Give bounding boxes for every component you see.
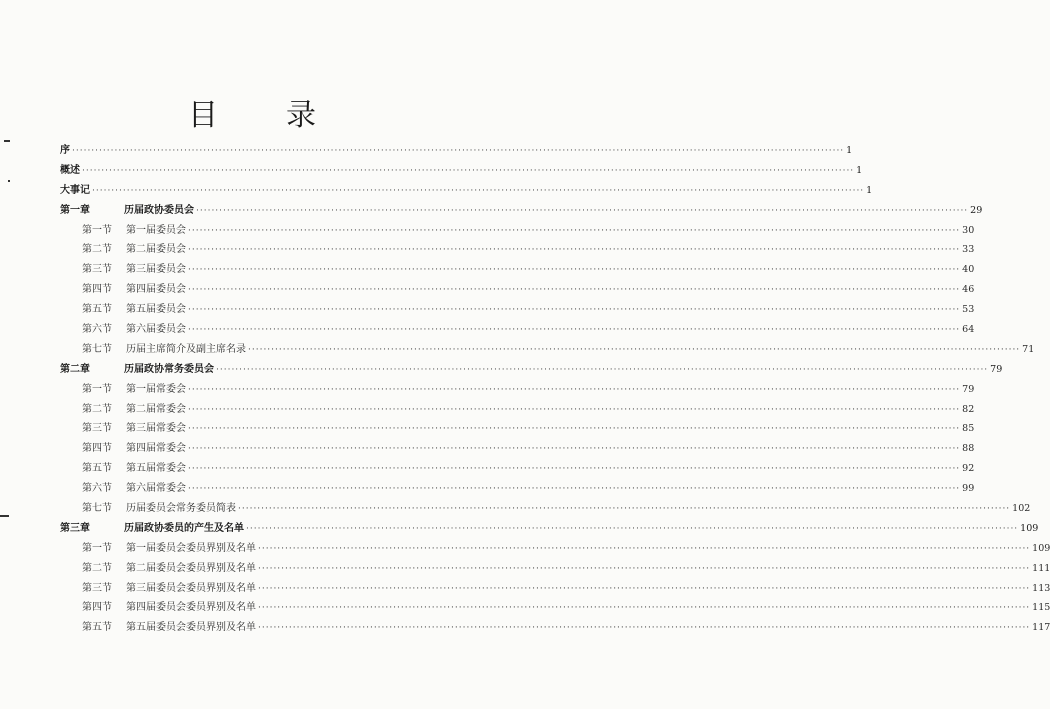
toc-page-number: 85 xyxy=(962,423,975,435)
toc-label: 第一届委员会委员界别及名单 xyxy=(126,542,256,554)
toc-section-row xyxy=(60,439,975,459)
toc-label: 第五届常委会 xyxy=(126,463,186,475)
toc-page-number: 1 xyxy=(866,184,873,196)
toc-leader-dots: ········································································································································································································ xyxy=(258,583,1031,594)
toc-leader-dots: ········································································································································································································ xyxy=(188,384,961,395)
toc-section-row xyxy=(60,618,1050,638)
toc-label: 第六届委员会 xyxy=(126,324,186,336)
title-char-2: 录 xyxy=(286,98,316,133)
toc-leader-dots: ········································································································································································································ xyxy=(248,344,1021,355)
toc-page-number: 111 xyxy=(1032,562,1050,574)
toc-entry-row xyxy=(60,161,863,181)
toc-page-number: 82 xyxy=(962,403,975,415)
toc-section-row xyxy=(60,598,1050,618)
toc-number: 第六节 xyxy=(82,483,112,495)
toc-section-row xyxy=(60,221,975,241)
toc-label: 概述 xyxy=(60,164,80,176)
toc-label: 第四届委员会 xyxy=(126,284,186,296)
toc-leader-dots: ········································································································································································································ xyxy=(246,523,1019,534)
toc-section-row xyxy=(60,280,975,300)
toc-number: 第一节 xyxy=(82,224,112,236)
toc-label: 第五届委员会委员界别及名单 xyxy=(126,622,256,634)
scan-mark xyxy=(0,515,9,517)
toc-number: 第五节 xyxy=(82,304,112,316)
toc-chapter-row xyxy=(60,201,983,221)
toc-number: 第一节 xyxy=(82,542,112,554)
toc-leader-dots: ········································································································································································································ xyxy=(258,543,1031,554)
toc-page-number: 33 xyxy=(962,244,975,256)
toc-section-row xyxy=(60,559,1050,579)
toc-label: 大事记 xyxy=(60,184,90,196)
toc-leader-dots: ········································································································································································································ xyxy=(82,165,855,176)
toc-number: 第七节 xyxy=(82,343,112,355)
toc-section-row xyxy=(60,499,1031,519)
toc-number: 第五节 xyxy=(82,622,112,634)
toc-page-number: 29 xyxy=(970,204,983,216)
toc-page-number: 92 xyxy=(962,463,975,475)
toc-leader-dots: ········································································································································································································ xyxy=(216,364,989,375)
toc-page-number: 115 xyxy=(1032,602,1050,614)
toc-leader-dots: ········································································································································································································ xyxy=(188,325,961,336)
toc-leader-dots: ········································································································································································································ xyxy=(188,424,961,435)
toc-section-row xyxy=(60,240,975,260)
toc-label: 第三届委员会委员界别及名单 xyxy=(126,582,256,594)
toc-page-number: 102 xyxy=(1012,503,1031,515)
toc-label: 第三届常委会 xyxy=(126,423,186,435)
toc-chapter-row xyxy=(60,519,1039,539)
toc-number: 第三章 xyxy=(60,522,90,534)
toc-number: 第二节 xyxy=(82,562,112,574)
toc-label: 第二届委员会 xyxy=(126,244,186,256)
toc-section-row xyxy=(60,400,975,420)
toc-number: 第六节 xyxy=(82,324,112,336)
toc-leader-dots: ········································································································································································································ xyxy=(188,265,961,276)
toc-leader-dots: ········································································································································································································ xyxy=(188,444,961,455)
toc-page-number: 109 xyxy=(1032,542,1050,554)
toc-leader-dots: ········································································································································································································ xyxy=(188,464,961,475)
toc-page-number: 40 xyxy=(962,264,975,276)
toc-number: 第二节 xyxy=(82,244,112,256)
toc-number: 第四节 xyxy=(82,602,112,614)
toc-section-row xyxy=(60,260,975,280)
toc-leader-dots: ········································································································································································································ xyxy=(92,185,865,196)
toc-page-number: 79 xyxy=(990,363,1003,375)
toc-entry-row xyxy=(60,141,853,161)
toc-section-row xyxy=(60,479,975,499)
toc-number: 第三节 xyxy=(82,264,112,276)
toc-page-number: 113 xyxy=(1032,582,1050,594)
toc-leader-dots: ········································································································································································································ xyxy=(258,623,1031,634)
toc-label: 历届政协常务委员会 xyxy=(124,363,214,375)
toc-label: 历届政协委员的产生及名单 xyxy=(124,522,244,534)
toc-section-row xyxy=(60,459,975,479)
toc-page-number: 30 xyxy=(962,224,975,236)
toc-label: 第六届常委会 xyxy=(126,483,186,495)
toc-leader-dots: ········································································································································································································ xyxy=(188,245,961,256)
toc-leader-dots: ········································································································································································································ xyxy=(188,285,961,296)
scan-mark xyxy=(8,180,10,182)
toc-section-row xyxy=(60,419,975,439)
toc-label: 第一届委员会 xyxy=(126,224,186,236)
toc-number: 第一章 xyxy=(60,204,90,216)
toc-number: 第三节 xyxy=(82,582,112,594)
toc-page-number: 46 xyxy=(962,284,975,296)
toc-number: 第七节 xyxy=(82,503,112,515)
toc-page-number: 64 xyxy=(962,324,975,336)
toc-page-number: 1 xyxy=(856,164,863,176)
toc-page-number: 88 xyxy=(962,443,975,455)
title-char-1: 目 xyxy=(188,98,218,133)
toc-label: 历届主席简介及副主席名录 xyxy=(126,343,246,355)
toc-entry-row xyxy=(60,181,873,201)
toc-label: 历届政协委员会 xyxy=(124,204,194,216)
toc-page-number: 117 xyxy=(1032,622,1050,634)
toc-label: 第一届常委会 xyxy=(126,383,186,395)
toc-label: 第四届委员会委员界别及名单 xyxy=(126,602,256,614)
toc-section-row xyxy=(60,340,1035,360)
toc-section-row xyxy=(60,300,975,320)
page-title xyxy=(0,90,504,134)
toc-page-number: 53 xyxy=(962,304,975,316)
toc-label: 第五届委员会 xyxy=(126,304,186,316)
toc-leader-dots: ········································································································································································································ xyxy=(72,146,845,156)
toc-number: 第四节 xyxy=(82,284,112,296)
toc-page-number: 99 xyxy=(962,483,975,495)
toc-chapter-row xyxy=(60,360,1003,380)
toc-section-row xyxy=(60,539,1050,559)
toc-leader-dots: ········································································································································································································ xyxy=(238,504,1011,515)
toc-leader-dots: ········································································································································································································ xyxy=(188,484,961,495)
toc-label: 第三届委员会 xyxy=(126,264,186,276)
toc-leader-dots: ········································································································································································································ xyxy=(188,225,961,236)
toc-number: 第一节 xyxy=(82,383,112,395)
table-of-contents xyxy=(60,141,1050,638)
toc-leader-dots: ········································································································································································································ xyxy=(188,404,961,415)
toc-label: 序 xyxy=(60,145,70,156)
toc-number: 第二节 xyxy=(82,403,112,415)
toc-label: 第二届委员会委员界别及名单 xyxy=(126,562,256,574)
scan-mark xyxy=(4,140,10,142)
toc-leader-dots: ········································································································································································································ xyxy=(258,563,1031,574)
toc-page-number: 79 xyxy=(962,383,975,395)
toc-page-number: 71 xyxy=(1022,343,1035,355)
toc-number: 第三节 xyxy=(82,423,112,435)
toc-number: 第四节 xyxy=(82,443,112,455)
toc-number: 第五节 xyxy=(82,463,112,475)
toc-label: 历届委员会常务委员简表 xyxy=(126,503,236,515)
toc-section-row xyxy=(60,380,975,400)
toc-page-number: 109 xyxy=(1020,522,1039,534)
toc-label: 第四届常委会 xyxy=(126,443,186,455)
toc-leader-dots: ········································································································································································································ xyxy=(258,603,1031,614)
toc-leader-dots: ········································································································································································································ xyxy=(188,305,961,316)
toc-number: 第二章 xyxy=(60,363,90,375)
toc-section-row xyxy=(60,320,975,340)
toc-leader-dots: ········································································································································································································ xyxy=(196,205,969,216)
toc-label: 第二届常委会 xyxy=(126,403,186,415)
toc-section-row xyxy=(60,579,1050,599)
toc-page-number: 1 xyxy=(846,145,853,156)
